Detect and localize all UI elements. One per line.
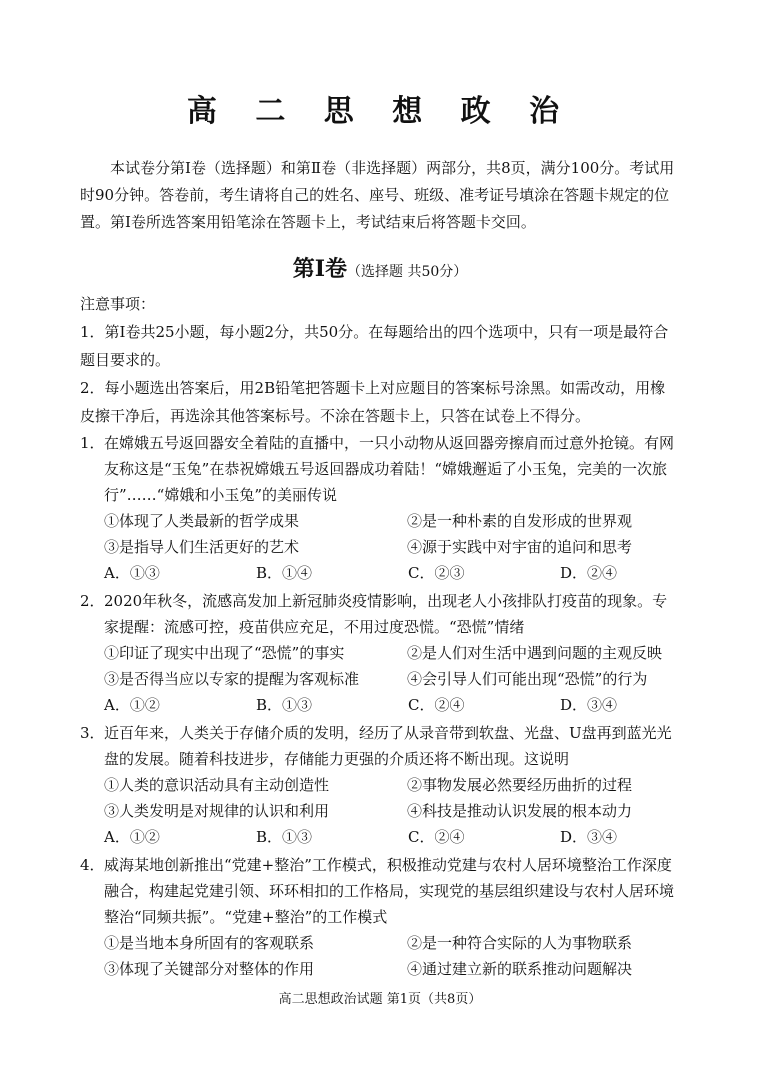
section-subtitle: （选择题 共50分） [347,264,468,280]
option: ①印证了现实中出现了“恐慌”的事实 [104,644,345,662]
question-1 [80,430,680,586]
question-number: 4． [80,856,105,874]
notice-item: 1．第Ⅰ卷共25小题，每小题2分，共50分。在每题给出的四个选项中，只有一项是最符合题目要求的。 [80,323,669,369]
option: ①是当地本身所固有的客观联系 [104,934,315,952]
question-stem: 威海某地创新推出“党建+整治”工作模式，积极推动党建与农村人居环境整治工作深度融合，构建起党建引领、环环相扣的工作格局，实现党的基层组织建设与农村人居环境整治“同频共振”。“党建+整治”的工作模式 [104,856,675,926]
question-3 [80,720,680,850]
option: ①人类的意识活动具有主动创造性 [104,776,330,794]
choice: D．②④ [560,564,618,582]
page-title: 高 二 思 想 政 治 [186,94,574,129]
option: ③人类发明是对规律的认识和利用 [104,802,330,820]
question-4 [80,852,680,982]
option-grid [104,930,680,982]
option: ②是人们对生活中遇到问题的主观反映 [407,644,663,662]
option-grid [104,640,680,692]
option-grid [104,508,680,560]
question-stem: 近百年来，人类关于存储介质的发明，经历了从录音带到软盘、光盘、U盘再到蓝光光盘的发展。随着科技进步，存储能力更强的介质还将不断出现。这说明 [104,724,672,768]
option: ④会引导人们可能出现“恐慌”的行为 [407,670,648,688]
option: ④科技是推动认识发展的根本动力 [407,802,633,820]
choice: C．②④ [408,828,465,846]
choice-row [104,560,680,586]
question-number: 2． [80,592,105,610]
option: ②是一种符合实际的人为事物联系 [407,934,633,952]
option: ③是指导人们生活更好的艺术 [104,538,300,556]
question-stem: 2020年秋冬，流感高发加上新冠肺炎疫情影响，出现老人小孩排队打疫苗的现象。专家提醒：流感可控，疫苗供应充足，不用过度恐慌。“恐慌”情绪 [104,592,668,636]
option: ③体现了关键部分对整体的作用 [104,960,315,978]
section-title-text: 第Ⅰ卷 [292,256,348,282]
choice: A．①③ [104,564,160,582]
notice-block [80,290,680,430]
choice-row [104,824,680,850]
notice-heading: 注意事项： [80,295,156,313]
page-footer: 高二思想政治试题 第1页（共8页） [278,992,482,1007]
option-grid [104,772,680,824]
section-title [0,252,760,283]
choice: D．③④ [560,828,618,846]
choice: A．①② [104,696,160,714]
choice: D．③④ [560,696,618,714]
choice: C．②④ [408,696,465,714]
choice-row [104,692,680,718]
option: ①体现了人类最新的哲学成果 [104,512,300,530]
option: ②事物发展必然要经历曲折的过程 [407,776,633,794]
option: ③是否得当应以专家的提醒为客观标准 [104,670,360,688]
option: ④通过建立新的联系推动问题解决 [407,960,633,978]
choice: B．①④ [256,564,313,582]
intro-paragraph: 本试卷分第Ⅰ卷（选择题）和第Ⅱ卷（非选择题）两部分，共8页，满分100分。考试用时90分钟。答卷前，考生请将自己的姓名、座号、班级、准考证号填涂在答题卡规定的位置。第Ⅰ卷所选答案用铅笔涂在答题卡上，考试结束后将答题卡交回。 [80,159,675,231]
notice-item: 2．每小题选出答案后，用2B铅笔把答题卡上对应题目的答案标号涂黑。如需改动，用橡皮擦干净后，再选涂其他答案标号。不涂在答题卡上，只答在试卷上不得分。 [80,379,666,425]
question-list [80,430,680,984]
choice: C．②③ [408,564,465,582]
option: ④源于实践中对宇宙的追问和思考 [407,538,633,556]
question-number: 1． [80,434,105,452]
choice: A．①② [104,828,160,846]
question-number: 3． [80,724,105,742]
choice: B．①③ [256,696,313,714]
choice: B．①③ [256,828,313,846]
question-stem: 在嫦娥五号返回器安全着陆的直播中，一只小动物从返回器旁擦肩而过意外抢镜。有网友称这是“玉兔”在恭祝嫦娥五号返回器成功着陆！“嫦娥邂逅了小玉兔，完美的一次旅行”……“嫦娥和小玉兔”的美丽传说 [104,434,675,504]
option: ②是一种朴素的自发形成的世界观 [407,512,633,530]
question-2 [80,588,680,718]
